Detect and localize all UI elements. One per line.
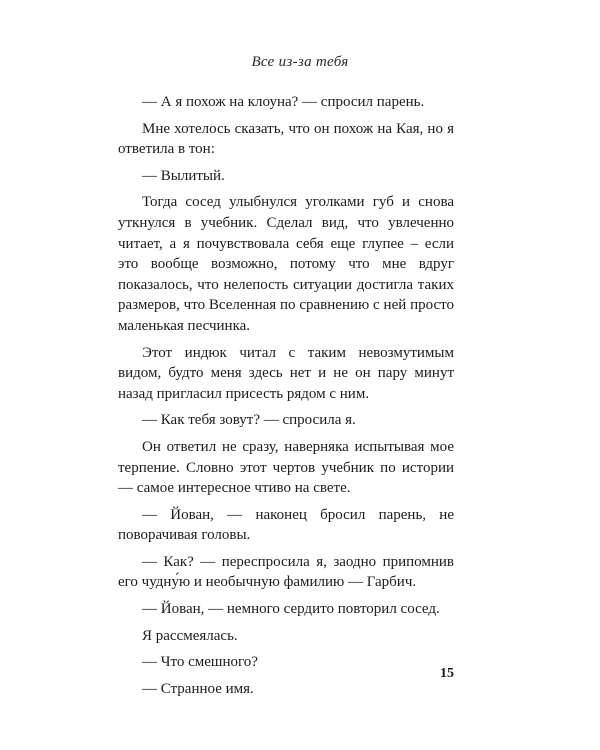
running-head: Все из-за тебя xyxy=(251,54,349,70)
paragraph: — Вылитый. xyxy=(142,167,225,184)
paragraph: — Как? — переспросила я, заодно припомнив его чудну́ю и необычную фамилию — Гарбич. xyxy=(118,553,454,591)
page-number: 15 xyxy=(440,666,454,681)
paragraph: Мне хотелось сказать, что он похож на Кая, но я ответила в тон: xyxy=(118,120,454,158)
paragraph: Тогда сосед улыбнулся уголками губ и снова уткнулся в учебник. Сделал вид, что увлеченно читает, а я почувствовала себя еще глупее – если это вообще возможно, потому что мне вдруг показалось, что нелепость ситуации достигла таких размеров, что Вселенная по сравнению с ней просто маленькая песчинка. xyxy=(118,194,454,334)
paragraph: — Йован, — немного сердито повторил сосед. xyxy=(142,601,440,618)
paragraph: Этот индюк читал с таким невозмутимым видом, будто меня здесь нет и не он пару минут назад пригласил присесть рядом с ним. xyxy=(118,344,454,402)
paragraph: — Как тебя зовут? — спросила я. xyxy=(142,412,356,429)
paragraph: — Странное имя. xyxy=(142,680,254,697)
paragraph: Я рассмеялась. xyxy=(142,627,238,644)
body-text xyxy=(118,92,454,699)
paragraph: Он ответил не сразу, наверняка испытывая мое терпение. Словно этот чертов учебник по истории — самое интересное чтиво на свете. xyxy=(118,438,454,497)
paragraph: — А я похож на клоуна? — спросил парень. xyxy=(142,94,425,110)
paragraph: — Что смешного? xyxy=(142,654,258,671)
paragraph: — Йован, — наконец бросил парень, не поворачивая головы. xyxy=(118,506,454,544)
